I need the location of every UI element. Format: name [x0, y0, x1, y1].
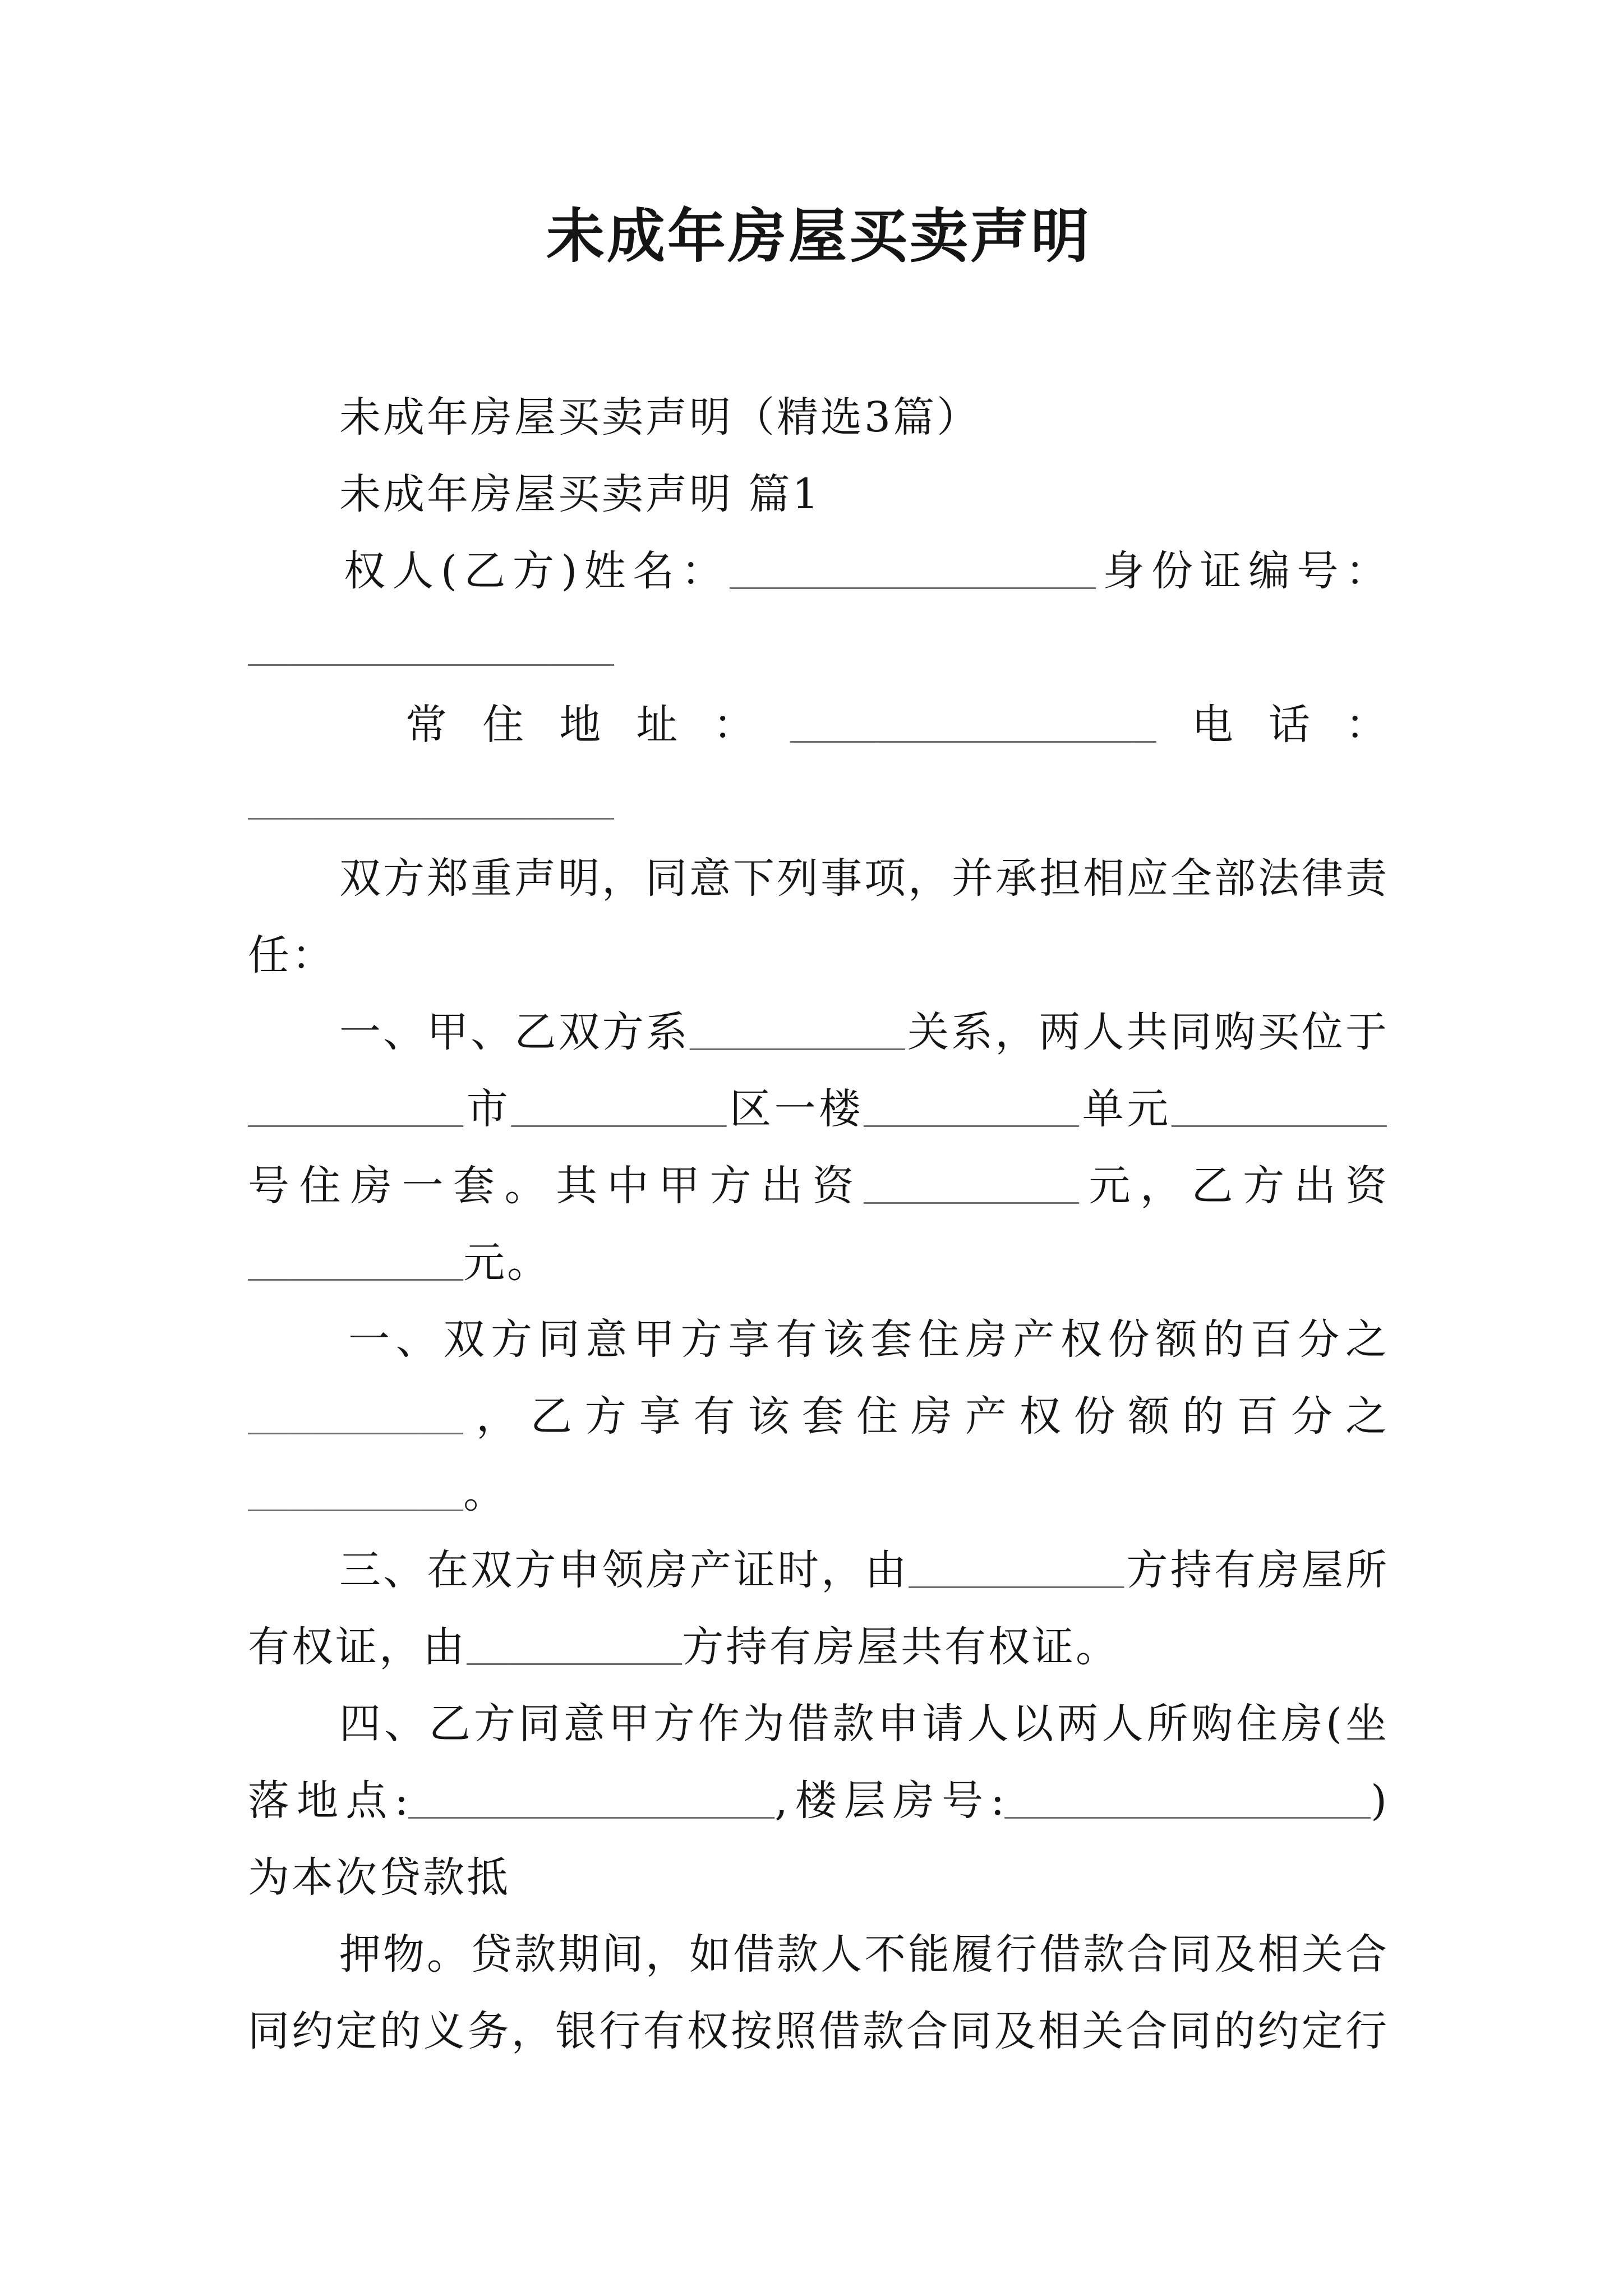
line-text: 落地点: [248, 1777, 409, 1825]
id-number-blank-underline: _________________ [248, 633, 614, 673]
address-label: 常住地址： [405, 701, 790, 749]
line-text: 号住房一套。其中甲方出资 [248, 1162, 864, 1210]
address-blank-underline: _________________ [790, 710, 1156, 750]
blank-underline: __________ [863, 1094, 1080, 1134]
blank-underline: __________ [248, 1248, 464, 1288]
line-text: 同约定的义务，银行有权按照借款合同及相关合同的约定行 [248, 2007, 1387, 2055]
line-text: 一、甲、乙双方系 [339, 1008, 690, 1056]
declaration-line [248, 1993, 1387, 2070]
phone-blank-underline: _________________ [248, 786, 614, 827]
line-text: 市 [463, 1085, 511, 1133]
phone-label: 电话： [1156, 701, 1387, 749]
document-body [248, 379, 1387, 2070]
id-number-label: 身份证编号： [1096, 547, 1387, 595]
declaration-line [248, 994, 1387, 1071]
blank-underline: __________ [467, 1632, 683, 1672]
blank-underline: __________ [511, 1094, 727, 1134]
line-text: 任： [248, 931, 335, 979]
declaration-line [248, 1839, 1387, 1916]
blank-underline: __________ [248, 1401, 464, 1442]
line-text: 元，乙方出资 [1079, 1162, 1387, 1210]
declaration-line [248, 1378, 1387, 1455]
line-text: 为本次贷款抵 [248, 1853, 510, 1902]
line-text: ，乙方享有该套住房产权份额的百分之 [463, 1392, 1387, 1441]
form-line-phone-blank [248, 763, 1387, 840]
line-text: 方持有房屋共有权证。 [682, 1623, 1120, 1671]
declaration-line [248, 1148, 1387, 1225]
declaration-line [248, 1225, 1387, 1301]
blank-underline: __________ [248, 1478, 464, 1519]
form-line-id-blank [248, 610, 1387, 687]
blank-underline: __________ [1171, 1094, 1387, 1134]
declaration-line [248, 917, 1387, 994]
article-heading: 未成年房屋买卖声明 篇1 [339, 470, 821, 518]
line-text: 四、乙方同意甲方作为借款申请人以两人所购住房(坐 [339, 1700, 1387, 1748]
declaration-line [248, 1532, 1387, 1609]
line-text: 三、在双方申领房产证时，由 [339, 1546, 909, 1594]
line-text: ) [1371, 1777, 1387, 1825]
line-text: 元。 [463, 1239, 551, 1287]
declaration-line [248, 1301, 1387, 1378]
declaration-line [248, 1609, 1387, 1686]
line-text: 押物。贷款期间，如借款人不能履行借款合同及相关合 [339, 1930, 1387, 1978]
line-text: 双方郑重声明，同意下列事项，并承担相应全部法律责 [339, 854, 1387, 903]
collection-heading: 未成年房屋买卖声明（精选3篇） [339, 393, 981, 441]
blank-underline: __________ [248, 1094, 464, 1134]
name-blank-underline: _________________ [730, 556, 1096, 596]
declaration-line [248, 840, 1387, 917]
name-label: 权人(乙方)姓名： [344, 547, 730, 595]
line-text: ,楼层房号: [774, 1777, 1005, 1825]
line-text: 有权证，由 [248, 1623, 467, 1671]
blank-underline: __________ [863, 1171, 1080, 1211]
line-text: 单元 [1079, 1085, 1172, 1133]
blank-underline: __________ [909, 1555, 1124, 1595]
declaration-line [248, 1763, 1387, 1839]
line-text: 一、双方同意甲方享有该套住房产权份额的百分之 [348, 1315, 1387, 1364]
line-text: 区一楼 [726, 1085, 864, 1133]
declaration-line [248, 1686, 1387, 1763]
declaration-line [248, 1071, 1387, 1148]
declaration-line [248, 1455, 1387, 1532]
line-text: 关系，两人共同购买位于 [905, 1008, 1387, 1056]
declaration-line [248, 1916, 1387, 1993]
form-line-name-id [248, 533, 1387, 610]
blank-underline: _________________ [1004, 1786, 1371, 1826]
blank-underline: __________ [689, 1017, 905, 1057]
line-text: 。 [463, 1469, 508, 1517]
document-title: 未成年房屋买卖声明 [546, 201, 1091, 270]
blank-underline: _________________ [408, 1786, 775, 1826]
form-line-address-phone [248, 687, 1387, 763]
line-text: 方持有房屋所 [1124, 1546, 1387, 1594]
